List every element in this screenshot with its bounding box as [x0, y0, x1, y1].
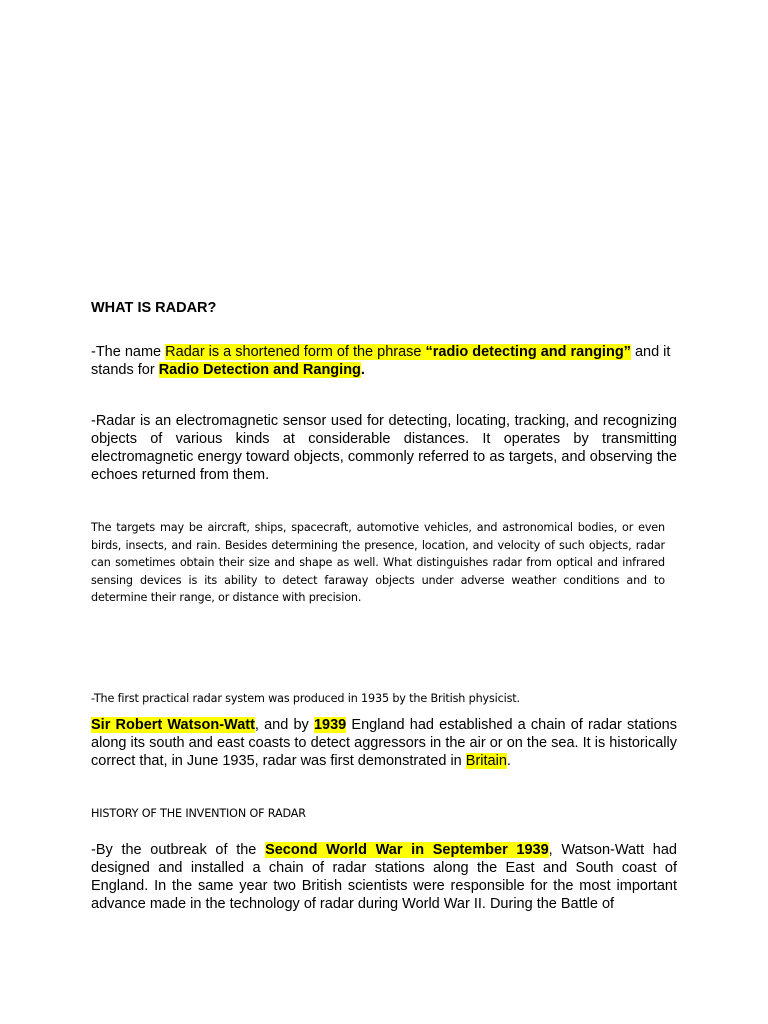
text-run: and it stands for: [91, 344, 671, 378]
paragraph-first-radar: -The first practical radar system was produced in 1935 by the British physicist.: [91, 692, 520, 705]
highlighted-phrase: “radio detecting and ranging”: [425, 344, 631, 360]
highlighted-event: Second World War in September 1939: [265, 842, 549, 858]
highlighted-year: 1939: [313, 717, 347, 733]
page-title: WHAT IS RADAR?: [91, 300, 217, 316]
highlighted-country: Britain: [465, 753, 507, 769]
paragraph-history: [91, 841, 677, 913]
paragraph-radar-targets: The targets may be aircraft, ships, spacecraft, automotive vehicles, and astronomical bodies, or even birds, insects, and rain. Besides determining the presence, location, and velocity of such objects, radar can sometimes obtain their size and shape as well. What distinguishes radar from optical and infrared sensing devices is its ability to detect faraway objects under adverse weather conditions and to determine their range, or distance with precision.: [91, 521, 665, 605]
text-run: -By the outbreak of the: [91, 842, 266, 858]
highlighted-acronym-meaning: Radio Detection and Ranging: [158, 362, 361, 378]
highlighted-name: Sir Robert Watson-Watt: [91, 717, 255, 733]
text-run: .: [506, 753, 511, 769]
text-run: England had established a chain of radar stations along its south and east coasts to detect aggressors in the air or on the sea. It is historically correct that, in June 1935, radar was first demonstrated in: [91, 717, 677, 769]
text-run: , Watson-Watt had designed and installed a chain of radar stations along the East and South coast of England. In the same year two British scientists were responsible for the most important advance made in the technology of radar during World War II. During the Battle of: [91, 842, 678, 912]
section-heading: HISTORY OF THE INVENTION OF RADAR: [91, 807, 306, 820]
text-run: -The name: [91, 344, 166, 360]
paragraph-radar-definition: -Radar is an electromagnetic sensor used for detecting, locating, tracking, and recognizing objects of various kinds at considerable distances. It operates by transmitting electromagnetic energy toward objects, commonly referred to as targets, and observing the echoes returned from them.: [91, 413, 677, 483]
text-run: .: [360, 362, 365, 378]
paragraph-radar-name: [91, 343, 677, 379]
paragraph-watson-watt: [91, 716, 677, 770]
text-run: , and by: [254, 717, 314, 733]
highlighted-text: Radar is a shortened form of the phrase: [165, 344, 426, 360]
